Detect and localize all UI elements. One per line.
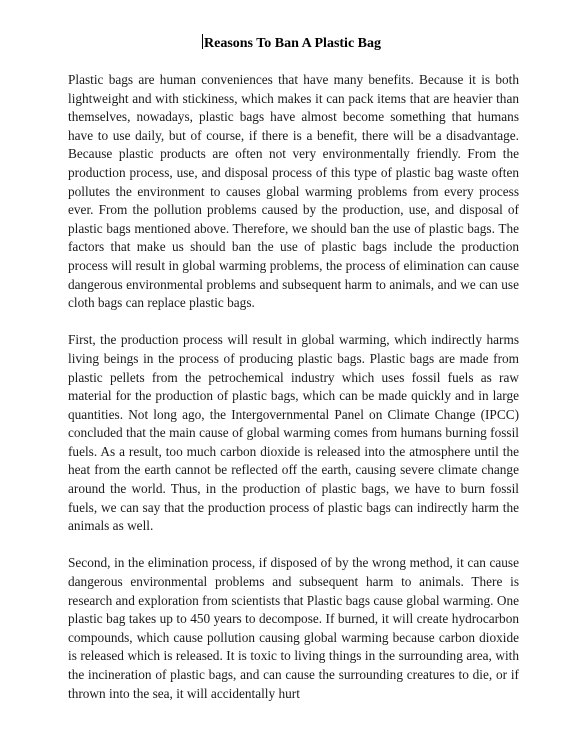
document-title[interactable]: [0, 34, 583, 53]
paragraph-2: First, the production process will result in global warming, which indirectly harms living beings in the process of producing plastic bags. Plastic bags are made from plastic pellets from the petrochemical industry which uses fossil fuels as raw material for the production of plastic bags, which can be made quickly and in large quantities. Not long ago, the Intergovernmental Panel on Climate Change (IPCC) concluded that the main cause of global warming comes from humans burning fossil fuels. As a result, too much carbon dioxide is released into the atmosphere until the heat from the earth cannot be reflected off the earth, causing severe climate change around the world. Thus, in the production of plastic bags, we have to burn fossil fuels, we can say that the production process of plastic bags can indirectly harm the animals as well.: [68, 332, 519, 534]
paragraph-3: Second, in the elimination process, if disposed of by the wrong method, it can cause dangerous environmental problems and subsequent harm to animals. There is research and exploration from scientists that Plastic bags cause global warming. One plastic bag takes up to 450 years to decompose. If burned, it will create hydrocarbon compounds, which cause pollution causing global warming because carbon dioxide is released which is released. It is toxic to living things in the surrounding area, with the incineration of plastic bags, and can cause the surrounding creatures to die, or if thrown into the sea, it will accidentally hurt: [68, 555, 519, 701]
paragraph-1: Plastic bags are human conveniences that have many benefits. Because it is both lightweight and with stickiness, which makes it can pack items that are heavier than themselves, nowadays, plastic bags have almost become something that humans have to use daily, but of course, if there is a benefit, there will be a disadvantage. Because plastic products are often not very environmentally friendly. From the production process, use, and disposal process of this type of plastic bag waste often pollutes the environment to causes global warming problems from every process ever. From the pollution problems caused by the production, use, and disposal of plastic bags mentioned above. Therefore, we should ban the use of plastic bags. The factors that make us should ban the use of plastic bags include the production process will result in global warming problems, the process of elimination can cause dangerous environmental problems and subsequent harm to animals, and we can use cloth bags can replace plastic bags.: [68, 72, 519, 311]
document-title-text: Reasons To Ban A Plastic Bag: [204, 36, 381, 51]
document-body[interactable]: [68, 71, 519, 722]
text-cursor: [202, 34, 203, 49]
